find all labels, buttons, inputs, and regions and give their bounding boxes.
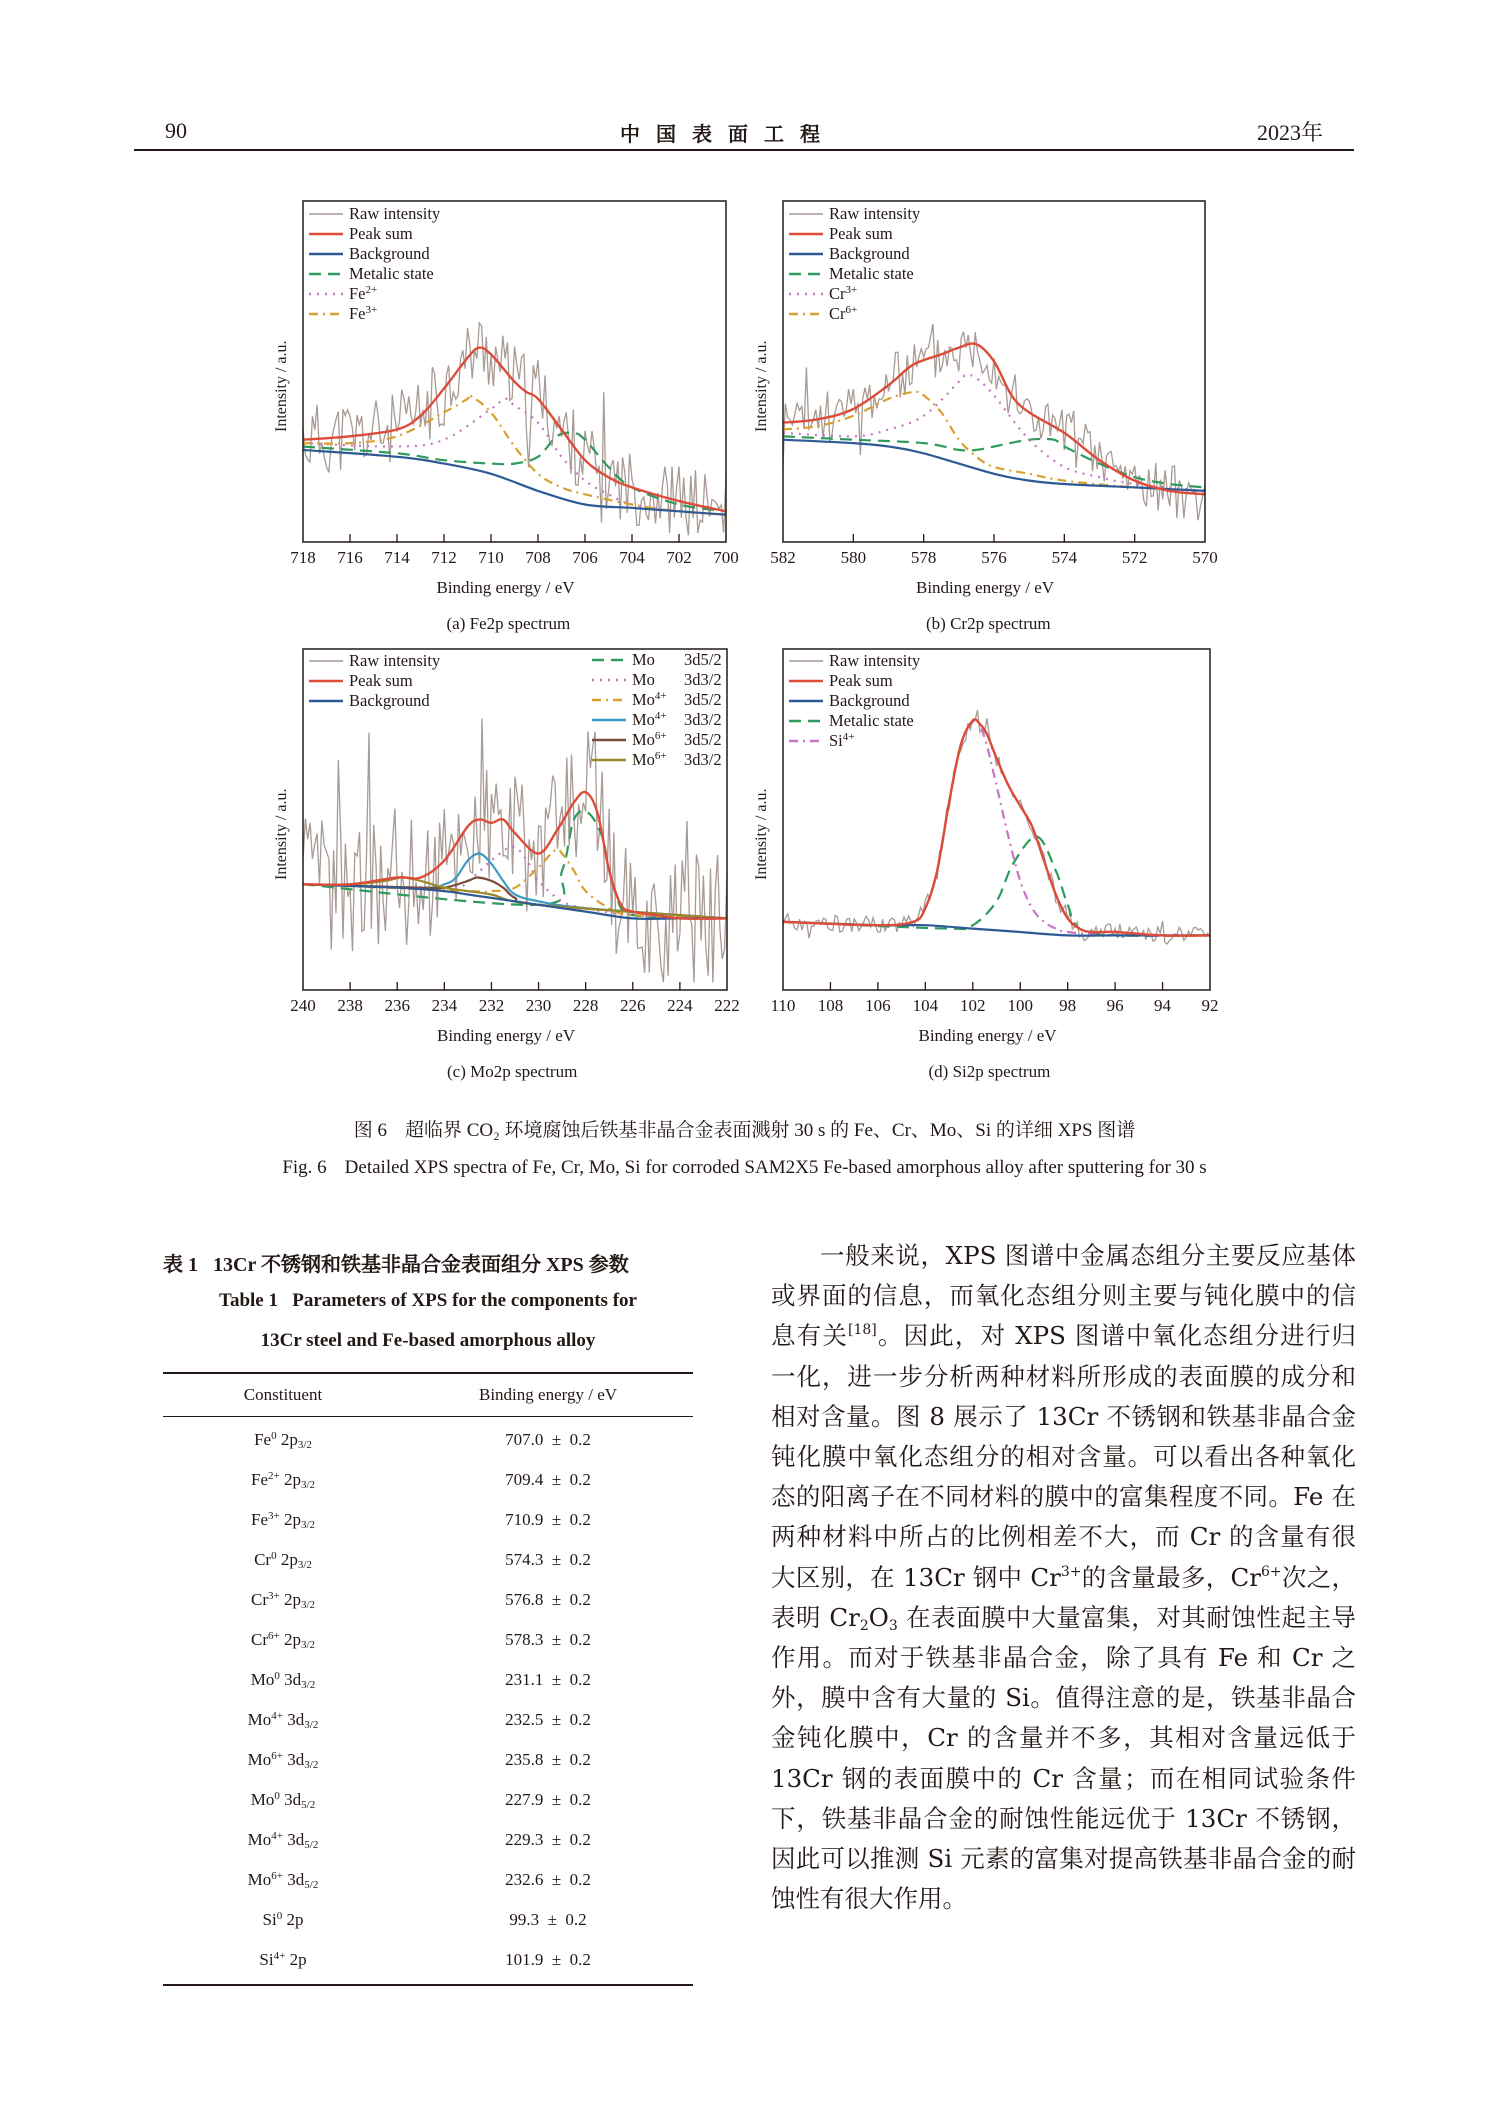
legend-label: Background	[829, 691, 910, 710]
x-tick-label: 704	[619, 548, 645, 567]
legend-label: $Mo^{6+}$	[632, 730, 667, 749]
x-tick-label: 706	[572, 548, 598, 567]
legend-label: Peak sum	[349, 671, 413, 690]
table-row	[163, 1620, 693, 1660]
legend-label: Peak sum	[349, 224, 413, 243]
cell-binding-energy: 707.0 ± 0.2	[505, 1430, 591, 1449]
legend-label: $Cr^{6+}$	[829, 304, 858, 323]
figure-label-cn: 图 6	[353, 1120, 387, 1141]
cell-constituent: Fe$^0$ $2p_{3/2}$	[254, 1430, 312, 1451]
cell-constituent: $Cr^{6+}$ $2p_{3/2}$	[250, 1630, 316, 1651]
legend-orbital: 3d5/2	[684, 690, 722, 709]
series-raw-intensity	[303, 323, 726, 535]
x-tick-label: 712	[431, 548, 457, 567]
legend-label: Background	[349, 244, 430, 263]
legend-swatch-icon	[307, 229, 345, 239]
legend-item	[307, 204, 440, 224]
table-row	[163, 1700, 693, 1740]
table-title-en-line2: 13Cr steel and Fe-based amorphous alloy	[260, 1330, 596, 1351]
legend-swatch-icon	[307, 289, 345, 299]
subscript: 2	[859, 1617, 869, 1634]
table-row	[163, 1900, 693, 1940]
cell-constituent: Mo$^0$ $3d_{3/2}$	[250, 1670, 316, 1691]
legend-label: Raw intensity	[349, 651, 441, 670]
series-si4-	[783, 720, 1210, 935]
legend-swatch-icon	[787, 696, 825, 706]
legend-item	[787, 711, 920, 731]
cell-binding-energy: 710.9 ± 0.2	[505, 1510, 591, 1529]
chart-legend	[787, 651, 920, 751]
table-row	[163, 1860, 693, 1900]
legend-item	[307, 671, 440, 691]
legend-swatch-icon	[787, 656, 825, 666]
legend-item	[307, 691, 440, 711]
x-tick-label: 716	[337, 548, 363, 567]
x-tick-label: 224	[667, 996, 693, 1015]
y-axis-label: Intensity / a.u.	[273, 787, 290, 880]
cell-constituent: $Mo^{4+}$ $3d_{3/2}$	[247, 1710, 319, 1731]
legend-orbital: 3d3/2	[684, 670, 722, 689]
cell-constituent: $Fe^{3+}$ $2p_{3/2}$	[250, 1510, 316, 1531]
cell-binding-energy: 709.4 ± 0.2	[505, 1470, 591, 1489]
x-tick-label: 236	[384, 996, 410, 1015]
x-tick-label: 234	[431, 996, 458, 1015]
legend-item	[787, 651, 920, 671]
table-title-cn-text: 13Cr 不锈钢和铁基非晶合金表面组分 XPS 参数	[213, 1254, 629, 1276]
legend-item	[787, 264, 920, 284]
cell-binding-energy: 578.3 ± 0.2	[505, 1630, 591, 1649]
chart-legend	[590, 650, 722, 770]
cell-constituent: $Mo^{6+}$ $3d_{3/2}$	[247, 1750, 319, 1771]
x-tick-label: 578	[910, 548, 937, 567]
journal-year: 2023年	[1257, 120, 1324, 145]
legend-swatch-icon	[787, 676, 825, 686]
xps-parameters-table	[163, 1372, 693, 1986]
legend-item	[307, 651, 440, 671]
chart-legend	[307, 651, 440, 711]
legend-swatch-icon	[590, 655, 628, 665]
x-tick-label: 230	[525, 996, 552, 1015]
legend-swatch-icon	[590, 695, 628, 705]
x-tick-label: 232	[478, 996, 505, 1015]
cell-binding-energy: 235.8 ± 0.2	[505, 1750, 591, 1769]
legend-label: Peak sum	[829, 224, 893, 243]
header-rule	[134, 149, 1354, 151]
figure-caption-en-text: Detailed XPS spectra of Fe, Cr, Mo, Si for corroded SAM2X5 Fe-based amorphous alloy after sputtering for 30 s	[344, 1157, 1207, 1178]
legend-item	[590, 650, 722, 670]
series-metalic-state	[783, 836, 1210, 935]
chart-si2p	[730, 643, 1290, 1083]
legend-label: Mo	[632, 670, 655, 689]
chart-mo2p	[250, 643, 810, 1083]
legend-item	[787, 244, 920, 264]
cell-binding-energy: 229.3 ± 0.2	[505, 1830, 591, 1849]
series-metalic-state	[783, 436, 1205, 487]
legend-item	[307, 244, 440, 264]
x-tick-label: 574	[1051, 548, 1078, 567]
x-tick-label: 240	[290, 996, 316, 1015]
table-title-en-text: Parameters of XPS for the components for	[292, 1290, 637, 1311]
x-axis-label: Binding energy / eV	[916, 578, 1055, 597]
legend-label: $Fe^{3+}$	[349, 304, 378, 323]
table-header-row	[163, 1374, 693, 1416]
legend-swatch-icon	[787, 309, 825, 319]
cell-binding-energy: 576.8 ± 0.2	[505, 1590, 591, 1609]
cell-binding-energy: 232.6 ± 0.2	[505, 1870, 591, 1889]
legend-item	[787, 204, 920, 224]
table-row	[163, 1740, 693, 1780]
legend-item	[787, 224, 920, 244]
text-run: 。因此，对 XPS 图谱中氧化态组分进行归一化，进一步分析两种材料所形成的表面膜的成分和相对含量。图 8 展示了 13Cr 不锈钢和铁基非晶合金钝化膜中氧化态组分的相对含量。可以看出各种氧化态的阳离子在不同材料的膜中的富集程度不同。Fe 在两种材料中所占的比例相差不大，而 Cr 的含量有很大区别，在 13Cr 钢中 Cr	[771, 1321, 1356, 1592]
cell-constituent: $Mo^{6+}$ $3d_{5/2}$	[247, 1870, 319, 1891]
cell-binding-energy: 99.3 ± 0.2	[509, 1910, 587, 1929]
legend-swatch-icon	[307, 249, 345, 259]
chart-legend	[787, 204, 920, 324]
chart-legend	[307, 204, 440, 324]
legend-label: Metalic state	[829, 264, 914, 283]
legend-item	[590, 690, 722, 710]
x-tick-label: 700	[713, 548, 739, 567]
superscript: 6+	[1261, 1563, 1282, 1580]
legend-label: $Mo^{6+}$	[632, 750, 667, 769]
legend-item	[787, 731, 920, 751]
x-tick-label: 94	[1154, 996, 1172, 1015]
x-tick-label: 92	[1201, 996, 1219, 1015]
x-tick-label: 580	[840, 548, 867, 567]
x-axis-label: Binding energy / eV	[436, 578, 575, 597]
cell-binding-energy: 101.9 ± 0.2	[505, 1950, 591, 1969]
legend-swatch-icon	[590, 675, 628, 685]
legend-item	[307, 224, 440, 244]
table-label-en: Table 1	[219, 1290, 278, 1311]
cell-binding-energy: 227.9 ± 0.2	[505, 1790, 591, 1809]
legend-label: Raw intensity	[349, 204, 441, 223]
x-tick-label: 708	[525, 548, 551, 567]
table-row	[163, 1460, 693, 1500]
legend-swatch-icon	[787, 716, 825, 726]
x-axis-label: Binding energy / eV	[437, 1026, 576, 1045]
legend-label: $Fe^{2+}$	[349, 284, 378, 303]
legend-item	[307, 264, 440, 284]
legend-swatch-icon	[590, 715, 628, 725]
table-row	[163, 1580, 693, 1620]
paragraph-1	[771, 1236, 1356, 1919]
legend-label: $Cr^{3+}$	[829, 284, 858, 303]
legend-item	[787, 284, 920, 304]
x-tick-label: 572	[1121, 548, 1148, 567]
legend-item	[787, 671, 920, 691]
x-tick-label: 226	[620, 996, 646, 1015]
legend-item	[307, 304, 440, 324]
legend-swatch-icon	[787, 289, 825, 299]
legend-label: Mo	[632, 650, 655, 669]
legend-swatch-icon	[590, 755, 628, 765]
table-body	[163, 1417, 693, 1984]
figure-caption-cn	[0, 1115, 1489, 1142]
x-tick-label: 110	[770, 996, 796, 1015]
series-raw-intensity	[783, 324, 1205, 520]
text-run: 一般来说，XPS 图谱中金属态组分主要反应基体或界面的信息，而氧化态组分则主要与钝化膜中的信息有关	[771, 1241, 1356, 1351]
figure-caption-en	[0, 1157, 1489, 1179]
legend-label: Peak sum	[829, 671, 893, 690]
journal-title: 中国表面工程	[620, 122, 836, 146]
cell-binding-energy: 574.3 ± 0.2	[505, 1550, 591, 1569]
table-row	[163, 1940, 693, 1980]
superscript: 3+	[1060, 1563, 1082, 1580]
text-run: 在表面膜中大量富集，对其耐蚀性起主导作用。而对于铁基非晶合金，除了具有 Fe 和 Cr 之外，膜中含有大量的 Si。值得注意的是，铁基非晶合金钝化膜中，Cr 的含量并不多，其相对含量远低于 13Cr 钢的表面膜中的 Cr 含量；而在相同试验条件下，铁基非晶合金的耐蚀性能远优于 13Cr 不锈钢，因此可以推测 Si 元素的富集对提高铁基非晶合金的耐蚀性有很大作用。	[771, 1602, 1356, 1914]
table-row	[163, 1500, 693, 1540]
x-tick-label: 98	[1059, 996, 1077, 1015]
series-peak-sum	[783, 719, 1210, 935]
legend-label: Background	[349, 691, 430, 710]
x-tick-label: 718	[290, 548, 316, 567]
x-tick-label: 100	[1007, 996, 1033, 1015]
table-row	[163, 1660, 693, 1700]
table-title-cn	[163, 1248, 629, 1277]
citation-ref: [18]	[848, 1322, 877, 1339]
x-tick-label: 582	[770, 548, 796, 567]
legend-item	[590, 750, 722, 770]
subfigure-caption: (a) Fe2p spectrum	[446, 614, 571, 633]
legend-label: Raw intensity	[829, 204, 921, 223]
cell-constituent: $Mo^{4+}$ $3d_{5/2}$	[247, 1830, 319, 1851]
x-tick-label: 702	[666, 548, 692, 567]
legend-item	[590, 730, 722, 750]
legend-swatch-icon	[307, 309, 345, 319]
legend-swatch-icon	[307, 676, 345, 686]
chart-cr2p	[730, 195, 1290, 635]
figure-caption-cn-text: 超临界 CO₂ 环境腐蚀后铁基非晶合金表面溅射 30 s 的 Fe、Cr、Mo、Si 的详细 XPS 图谱	[405, 1120, 1136, 1141]
series-metalic-state	[303, 433, 726, 512]
text-run: O	[868, 1602, 889, 1632]
text-run: 次之，表明 Cr	[771, 1562, 1357, 1632]
legend-label: $Si^{4+}$	[829, 731, 855, 750]
page-number: 90	[165, 118, 187, 143]
legend-orbital: 3d5/2	[684, 730, 722, 749]
table-label-cn: 表 1	[163, 1254, 198, 1276]
legend-swatch-icon	[307, 656, 345, 666]
legend-swatch-icon	[307, 696, 345, 706]
cell-binding-energy: 231.1 ± 0.2	[505, 1670, 591, 1689]
table-title-en-line1	[163, 1290, 693, 1312]
subfigure-caption: (d) Si2p spectrum	[928, 1062, 1051, 1081]
legend-item	[590, 710, 722, 730]
y-axis-label: Intensity / a.u.	[753, 787, 770, 880]
x-tick-label: 106	[865, 996, 891, 1015]
legend-swatch-icon	[590, 735, 628, 745]
x-tick-label: 222	[714, 996, 740, 1015]
x-tick-label: 96	[1106, 996, 1124, 1015]
legend-orbital: 3d5/2	[684, 650, 722, 669]
legend-swatch-icon	[787, 249, 825, 259]
y-axis-label: Intensity / a.u.	[273, 339, 290, 432]
legend-label: Metalic state	[349, 264, 434, 283]
subfigure-caption: (c) Mo2p spectrum	[447, 1062, 578, 1081]
legend-swatch-icon	[787, 229, 825, 239]
text-run: 的含量最多，Cr	[1081, 1562, 1261, 1592]
legend-label: Metalic state	[829, 711, 914, 730]
table-row	[163, 1780, 693, 1820]
cell-constituent: Mo$^0$ $3d_{5/2}$	[250, 1790, 316, 1811]
chart-fe2p	[250, 195, 810, 635]
x-tick-label: 104	[912, 996, 939, 1015]
x-tick-label: 108	[817, 996, 844, 1015]
cell-constituent: $Si^{4+}$ 2p	[259, 1950, 307, 1969]
table-row	[163, 1820, 693, 1860]
legend-swatch-icon	[787, 269, 825, 279]
legend-item	[590, 670, 722, 690]
cell-constituent: $Cr^{3+}$ $2p_{3/2}$	[250, 1590, 316, 1611]
legend-label: Raw intensity	[829, 651, 921, 670]
legend-item	[307, 284, 440, 304]
legend-label: $Mo^{4+}$	[632, 710, 667, 729]
legend-swatch-icon	[307, 209, 345, 219]
x-axis-label: Binding energy / eV	[918, 1026, 1057, 1045]
x-tick-label: 710	[478, 548, 504, 567]
legend-swatch-icon	[787, 736, 825, 746]
legend-label: $Mo^{4+}$	[632, 690, 667, 709]
body-paragraph	[771, 1236, 1356, 1919]
col-header-binding-energy: Binding energy / eV	[478, 1385, 618, 1404]
cell-constituent: Si$^0$ 2p	[262, 1910, 304, 1929]
figure-label-en: Fig. 6	[282, 1157, 327, 1178]
legend-orbital: 3d3/2	[684, 750, 722, 769]
cell-binding-energy: 232.5 ± 0.2	[505, 1710, 591, 1729]
subscript: 3	[888, 1617, 898, 1634]
legend-item	[787, 304, 920, 324]
table-bottom-rule	[163, 1984, 693, 1986]
legend-swatch-icon	[787, 209, 825, 219]
x-tick-label: 238	[337, 996, 363, 1015]
cell-constituent: Cr$^0$ $2p_{3/2}$	[254, 1550, 312, 1571]
table-row	[163, 1540, 693, 1580]
x-tick-label: 570	[1192, 548, 1218, 567]
y-axis-label: Intensity / a.u.	[753, 339, 770, 432]
x-tick-label: 714	[384, 548, 410, 567]
x-tick-label: 228	[572, 996, 599, 1015]
x-tick-label: 576	[981, 548, 1007, 567]
col-header-constituent: Constituent	[243, 1385, 323, 1404]
legend-label: Background	[829, 244, 910, 263]
legend-orbital: 3d3/2	[684, 710, 722, 729]
legend-item	[787, 691, 920, 711]
legend-swatch-icon	[307, 269, 345, 279]
subfigure-caption: (b) Cr2p spectrum	[926, 614, 1051, 633]
x-tick-label: 102	[960, 996, 986, 1015]
cell-constituent: $Fe^{2+}$ $2p_{3/2}$	[250, 1470, 316, 1491]
table-row	[163, 1420, 693, 1460]
